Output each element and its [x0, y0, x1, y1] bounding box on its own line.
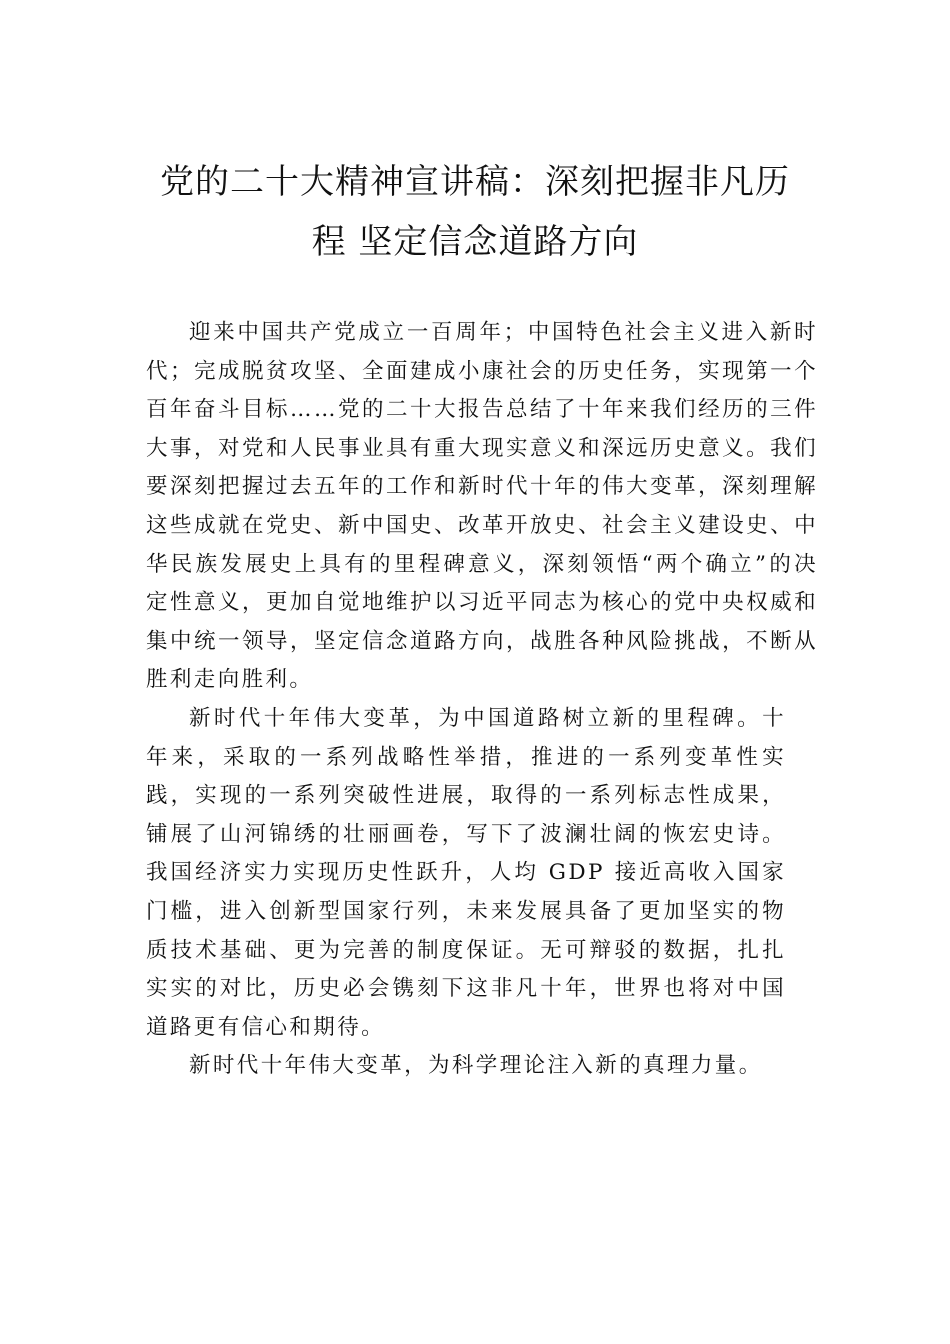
title-line-2: 程 坚定信念道路方向	[311, 222, 639, 262]
document-body	[146, 314, 818, 1086]
title-line-1: 党的二十大精神宣讲稿：深刻把握非凡历	[160, 162, 790, 202]
paragraph-1: 迎来中国共产党成立一百周年；中国特色社会主义进入新时代；完成脱贫攻坚、全面建成小康社会的历史任务，实现第一个百年奋斗目标……党的二十大报告总结了十年来我们经历的三件大事，对党和人民事业具有重大现实意义和深远历史意义。我们要深刻把握过去五年的工作和新时代十年的伟大变革，深刻理解这些成就在党史、新中国史、改革开放史、社会主义建设史、中华民族发展史上具有的里程碑意义，深刻领悟“两个确立”的决定性意义，更加自觉地维护以习近平同志为核心的党中央权威和集中统一领导，坚定信念道路方向，战胜各种风险挑战，不断从胜利走向胜利。	[146, 320, 818, 693]
document-title	[140, 152, 810, 272]
paragraph-2: 新时代十年伟大变革，为中国道路树立新的里程碑。十年来，采取的一系列战略性举措，推进的一系列变革性实践，实现的一系列突破性进展，取得的一系列标志性成果，铺展了山河锦绣的壮丽画卷，写下了波澜壮阔的恢宏史诗。我国经济实力实现历史性跃升，人均 GDP 接近高收入国家门槛，进入创新型国家行列，未来发展具备了更加坚实的物质技术基础、更为完善的制度保证。无可辩驳的数据，扎扎实实的对比，历史必会镌刻下这非凡十年，世界也将对中国道路更有信心和期待。	[146, 705, 786, 1040]
paragraph-3: 新时代十年伟大变革，为科学理论注入新的真理力量。	[189, 1053, 763, 1079]
